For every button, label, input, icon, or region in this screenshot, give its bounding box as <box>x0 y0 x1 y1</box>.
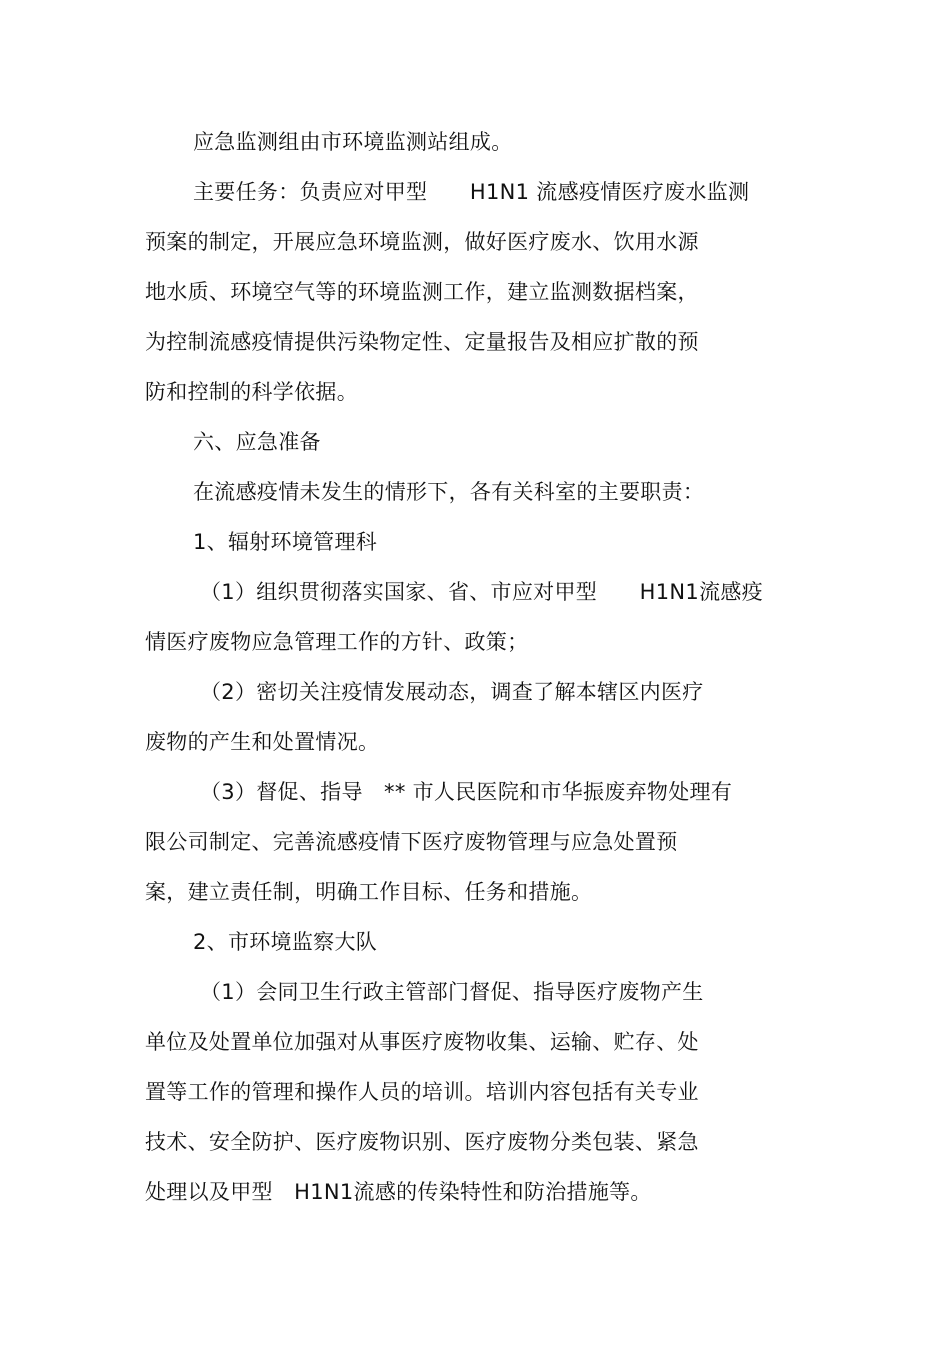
paragraph-line: 情医疗废物应急管理工作的方针、政策； <box>145 630 529 654</box>
paragraph-line: 单位及处置单位加强对从事医疗废物收集、运输、贮存、处 <box>145 1030 699 1054</box>
subsection-heading: 1、辐射环境管理科 <box>193 530 378 554</box>
subsection-heading: 2、市环境监察大队 <box>193 930 378 954</box>
paragraph-line: 处理以及甲型 H1N1流感的传染特性和防治措施等。 <box>145 1180 652 1204</box>
paragraph-line: 预案的制定，开展应急环境监测，做好医疗废水、饮用水源 <box>145 230 699 254</box>
paragraph-line: 主要任务：负责应对甲型 H1N1 流感疫情医疗废水监测 <box>193 180 750 204</box>
paragraph-line: （1）会同卫生行政主管部门督促、指导医疗废物产生 <box>200 980 704 1004</box>
paragraph-line: 技术、安全防护、医疗废物识别、医疗废物分类包装、紧急 <box>145 1130 699 1154</box>
paragraph-line: 在流感疫情未发生的情形下，各有关科室的主要职责： <box>193 480 705 504</box>
paragraph-line: （1）组织贯彻落实国家、省、市应对甲型 H1N1流感疫 <box>200 580 763 604</box>
paragraph-line: 地水质、环境空气等的环境监测工作，建立监测数据档案， <box>145 280 699 304</box>
paragraph-line: （3）督促、指导 ** 市人民医院和市华振废弃物处理有 <box>200 780 733 804</box>
paragraph-line: 限公司制定、完善流感疫情下医疗废物管理与应急处置预 <box>145 830 678 854</box>
paragraph-line: （2）密切关注疫情发展动态，调查了解本辖区内医疗 <box>200 680 704 704</box>
paragraph-line: 置等工作的管理和操作人员的培训。培训内容包括有关专业 <box>145 1080 699 1104</box>
paragraph-line: 应急监测组由市环境监测站组成。 <box>193 130 513 154</box>
section-heading: 六、应急准备 <box>193 430 321 454</box>
paragraph-line: 案，建立责任制，明确工作目标、任务和措施。 <box>145 880 593 904</box>
paragraph-line: 防和控制的科学依据。 <box>145 380 358 404</box>
paragraph-line: 废物的产生和处置情况。 <box>145 730 380 754</box>
paragraph-line: 为控制流感疫情提供污染物定性、定量报告及相应扩散的预 <box>145 330 699 354</box>
